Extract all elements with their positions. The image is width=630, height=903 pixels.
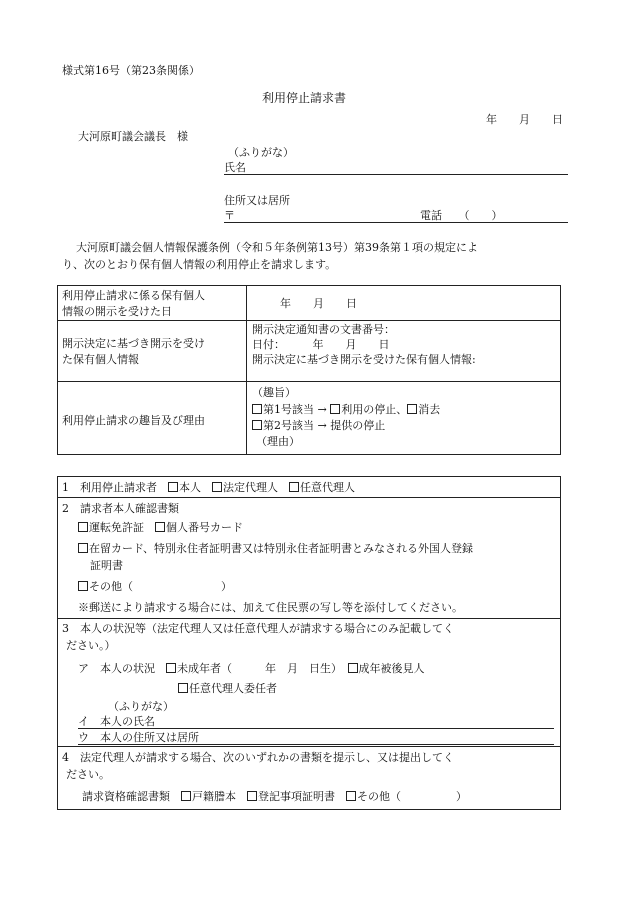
notice-doc-number[interactable]: 開示決定通知書の文書番号：: [252, 323, 395, 336]
agent-docs-heading-1: 4 法定代理人が請求する場合、次のいずれかの書類を提示し、又は提出してく: [62, 751, 454, 764]
document-title: 利用停止請求書: [262, 91, 347, 105]
minor-checkbox[interactable]: [166, 663, 176, 673]
id-docs-row-2: 在留カード、特別永住者証明書又は特別永住者証明書とみなされる外国人登録: [78, 542, 473, 555]
principal-status-row: ア 本人の状況 未成年者（ 年 月 日生） 成年被後見人: [78, 662, 425, 675]
principal-furigana: （ふりがな）: [108, 700, 174, 713]
other-agent-doc-checkbox[interactable]: [346, 791, 356, 801]
principal-status-heading-2: ださい。）: [66, 639, 116, 652]
clause2-checkbox[interactable]: [252, 420, 262, 430]
erase-checkbox[interactable]: [407, 404, 417, 414]
voluntary-agent-checkbox[interactable]: [289, 482, 299, 492]
registry-cert-checkbox[interactable]: [247, 791, 257, 801]
disclosed-info-label-2: た保有個人情報: [62, 353, 139, 366]
purpose-option-1: 第1号該当 → 利用の停止、 消去: [252, 403, 440, 416]
address-label: 住所又は居所: [224, 194, 290, 207]
agent-docs-heading-2: ださい。: [66, 768, 110, 781]
purpose-heading: （趣旨）: [252, 386, 296, 399]
legal-agent-checkbox[interactable]: [212, 482, 222, 492]
drivers-license-checkbox[interactable]: [78, 522, 88, 532]
my-number-card-checkbox[interactable]: [155, 522, 165, 532]
disclosed-info-label-1: 開示決定に基づき開示を受け: [62, 337, 205, 350]
name-label: 氏名: [224, 161, 246, 174]
mail-note: ※郵送により請求する場合には、加えて住民票の写し等を添付してください。: [78, 601, 463, 614]
id-docs-row-2-cont: 証明書: [90, 559, 123, 572]
disclosed-info-field[interactable]: 開示決定に基づき開示を受けた保有個人情報:: [252, 353, 476, 366]
mandator-checkbox[interactable]: [178, 683, 188, 693]
postal-mark: 〒: [224, 209, 235, 222]
id-docs-row-1: 運転免許証 個人番号カード: [78, 521, 243, 534]
other-doc-checkbox[interactable]: [78, 581, 88, 591]
residence-card-checkbox[interactable]: [78, 543, 88, 553]
intro-line-2: り、次のとおり保有個人情報の利用停止を請求します。: [62, 258, 337, 271]
disclosure-date-label-2: 情報の開示を受けた日: [62, 305, 172, 318]
id-docs-heading: 2 請求者本人確認書類: [62, 502, 179, 515]
purpose-reason-label: 利用停止請求の趣旨及び理由: [62, 414, 205, 427]
form-number: 様式第16号（第23条関係）: [62, 64, 200, 77]
principal-status-row-2: 任意代理人委任者: [178, 682, 277, 695]
agent-docs-row: 請求資格確認書類 戸籍謄本 登記事項証明書 その他（ ）: [82, 790, 467, 803]
id-docs-other: その他（ ）: [78, 580, 232, 593]
notice-date[interactable]: 日付： 年 月 日: [252, 338, 390, 351]
address-field-line[interactable]: [224, 222, 568, 223]
name-field-line[interactable]: [224, 174, 568, 175]
principal-address-label: ウ 本人の住所又は居所: [78, 731, 199, 744]
disclosure-date-label-1: 利用停止請求に係る保有個人: [62, 289, 205, 302]
self-checkbox[interactable]: [168, 482, 178, 492]
principal-address-line[interactable]: [78, 744, 554, 745]
principal-status-heading-1: 3 本人の状況等（法定代理人又は任意代理人が請求する場合にのみ記載してく: [62, 622, 454, 635]
stop-use-checkbox[interactable]: [330, 404, 340, 414]
adult-ward-checkbox[interactable]: [348, 663, 358, 673]
principal-name-line[interactable]: [78, 728, 554, 729]
requester-type-row: 1 利用停止請求者 本人 法定代理人 任意代理人: [62, 481, 355, 494]
clause1-checkbox[interactable]: [252, 404, 262, 414]
date-line: 年 月 日: [486, 113, 563, 126]
phone-label: 電話 （ ）: [420, 209, 503, 222]
family-register-checkbox[interactable]: [181, 791, 191, 801]
intro-line-1: 大河原町議会個人情報保護条例（令和５年条例第13号）第39条第１項の規定によ: [76, 241, 478, 254]
principal-name-label: イ 本人の氏名: [78, 715, 155, 728]
reason-heading: （理由）: [256, 435, 300, 448]
disclosure-date-value[interactable]: 年 月 日: [280, 297, 357, 310]
purpose-option-2: 第2号該当 → 提供の停止: [252, 419, 385, 432]
addressee: 大河原町議会議長 様: [78, 130, 188, 143]
furigana-label: （ふりがな）: [228, 146, 294, 159]
